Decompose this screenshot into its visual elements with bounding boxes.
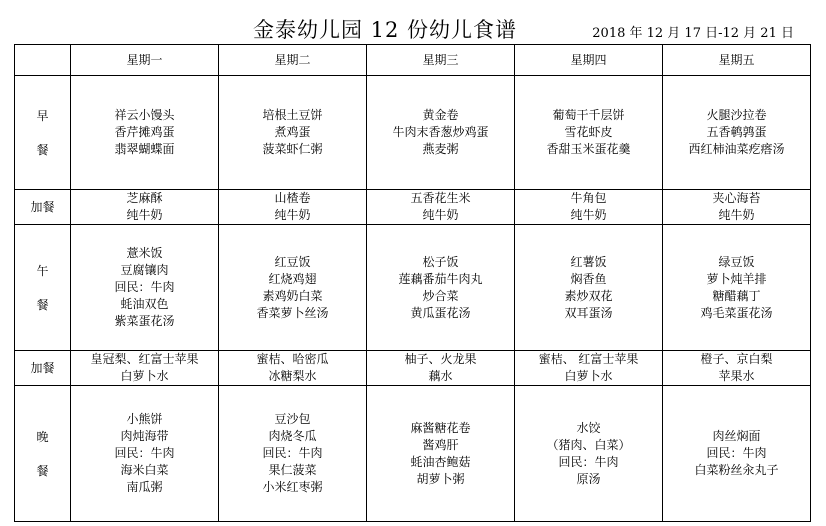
dish-item: 鸡毛菜蛋花汤 [700,305,773,320]
header-row [15,45,811,76]
dish-item: 水饺 [576,420,601,435]
dish-item: 藕水 [428,369,453,383]
dish-item: 海米白菜 [120,463,169,477]
menu-cell-breakfast-2 [367,76,515,190]
menu-cell-snack2-1 [219,351,367,386]
dish-item: （猪肉、白菜） [546,437,631,452]
dish-item: 回民：牛肉 [114,280,175,294]
meal-label-breakfast [15,76,71,190]
dish-item: 祥云小馒头 [114,108,175,122]
menu-cell-breakfast-3 [515,76,663,190]
dish-item: 松子饭 [422,254,459,269]
meal-label-char: 晚 [36,429,49,444]
day-header-fri: 星期五 [663,45,811,76]
dish-item: 培根土豆饼 [262,108,323,122]
dish-item: 五香花生米 [410,191,471,205]
menu-cell-dinner-2 [367,386,515,522]
meal-label-char: 餐 [36,297,49,312]
meal-row [15,225,811,351]
meal-label-char: 餐 [36,463,49,478]
menu-cell-snack2-4 [663,351,811,386]
dish-item: 焖香鱼 [570,271,607,286]
dish-item: 回民：牛肉 [114,446,175,460]
dish-item: 麻酱糖花卷 [410,420,471,435]
menu-cell-snack1-0 [71,190,219,225]
menu-cell-lunch-3 [515,225,663,351]
dish-item: 蚝油杏鲍菇 [410,454,471,469]
meal-label-char: 早 [36,108,49,123]
dish-item: 回民：牛肉 [706,446,767,460]
menu-cell-dinner-4 [663,386,811,522]
dish-item: 白萝卜水 [564,369,613,383]
dish-item: 肉炖海带 [120,429,169,443]
dish-item: 皇冠梨、红富士苹果 [90,352,199,366]
dish-item: 香菜萝卜丝汤 [256,305,329,320]
menu-cell-lunch-1 [219,225,367,351]
menu-cell-breakfast-0 [71,76,219,190]
menu-cell-breakfast-1 [219,76,367,190]
menu-cell-lunch-4 [663,225,811,351]
dish-item: 纯牛奶 [422,208,459,222]
dish-item: 雪花虾皮 [564,125,613,139]
menu-cell-snack2-2 [367,351,515,386]
dish-item: 小熊饼 [126,412,163,426]
dish-item: 豆腐镶肉 [120,263,169,277]
dish-item: 回民：牛肉 [262,446,323,460]
dish-item: 豆沙包 [274,412,311,426]
dish-item: 糖醋藕丁 [712,288,761,303]
dish-item: 煮鸡蛋 [274,125,311,139]
meal-label-char: 午 [36,263,49,278]
menu-cell-snack1-4 [663,190,811,225]
dish-item: 黄金卷 [422,108,459,122]
dish-item: 橙子、京白梨 [700,352,773,366]
menu-cell-snack1-2 [367,190,515,225]
dish-item: 菠菜虾仁粥 [262,142,323,156]
dish-item: 紫菜蛋花汤 [114,314,175,328]
dish-item: 五香鹌鹑蛋 [706,125,767,139]
meal-label-snack2: 加餐 [15,351,71,386]
dish-item: 香芹摊鸡蛋 [114,125,175,139]
dish-item: 蜜桔、哈密瓜 [256,352,329,366]
menu-table [14,44,811,522]
meal-label-dinner [15,386,71,522]
dish-item: 香甜玉米蛋花羹 [546,142,631,156]
dish-item: 火腿沙拉卷 [706,108,767,122]
menu-cell-snack1-3 [515,190,663,225]
meal-row [15,386,811,522]
dish-item: 红薯饭 [570,254,607,269]
dish-item: 黄瓜蛋花汤 [410,305,471,320]
dish-item: 柚子、火龙果 [404,352,477,366]
dish-item: 原汤 [576,471,601,486]
dish-item: 西红柿油菜疙瘩汤 [688,142,785,156]
day-header-tue: 星期二 [219,45,367,76]
dish-item: 纯牛奶 [718,208,755,222]
dish-item: 酱鸡肝 [422,437,459,452]
day-header-wed: 星期三 [367,45,515,76]
dish-item: 牛肉末香葱炒鸡蛋 [392,125,489,139]
dish-item: 莲藕番茄牛肉丸 [398,271,483,286]
meal-row [15,190,811,225]
corner-cell [15,45,71,76]
day-header-mon: 星期一 [71,45,219,76]
dish-item: 葡萄干千层饼 [552,108,625,122]
meal-row [15,351,811,386]
dish-item: 回民：牛肉 [558,454,619,469]
dish-item: 燕麦粥 [422,142,459,156]
meal-label-lunch [15,225,71,351]
dish-item: 肉烧冬瓜 [268,429,317,443]
dish-item: 纯牛奶 [274,208,311,222]
meal-label-snack1: 加餐 [15,190,71,225]
meal-label-char: 餐 [36,142,49,157]
dish-item: 素炒双花 [564,288,613,303]
dish-item: 绿豆饭 [718,254,755,269]
menu-cell-lunch-0 [71,225,219,351]
dish-item: 白菜粉丝汆丸子 [694,463,779,477]
dish-item: 翡翠蝴蝶面 [114,142,175,156]
menu-cell-snack1-1 [219,190,367,225]
dish-item: 炒合菜 [422,288,459,303]
dish-item: 小米红枣粥 [262,480,323,494]
dish-item: 牛角包 [570,191,607,205]
dish-item: 红烧鸡翅 [268,271,317,286]
menu-cell-lunch-2 [367,225,515,351]
dish-item: 南瓜粥 [126,480,163,494]
menu-cell-dinner-3 [515,386,663,522]
dish-item: 苹果水 [718,369,755,383]
dish-item: 冰糖梨水 [268,369,317,383]
dish-item: 薏米饭 [126,246,163,260]
dish-item: 萝卜炖羊排 [706,271,767,286]
meal-row [15,76,811,190]
date-range: 2018 年 12 月 17 日-12 月 21 日 [592,26,794,41]
dish-item: 红豆饭 [274,254,311,269]
page-title: 金泰幼儿园 12 份幼儿食谱 [252,18,518,42]
dish-item: 山楂卷 [274,191,311,205]
day-header-thu: 星期四 [515,45,663,76]
menu-cell-dinner-0 [71,386,219,522]
menu-cell-snack2-0 [71,351,219,386]
menu-cell-dinner-1 [219,386,367,522]
dish-item: 素鸡奶白菜 [262,288,323,303]
dish-item: 白萝卜水 [120,369,169,383]
dish-item: 果仁菠菜 [268,463,317,477]
menu-cell-snack2-3 [515,351,663,386]
dish-item: 双耳蛋汤 [564,305,613,320]
dish-item: 芝麻酥 [126,191,163,205]
dish-item: 肉丝焖面 [712,429,761,443]
dish-item: 夹心海苔 [712,191,761,205]
dish-item: 纯牛奶 [570,208,607,222]
dish-item: 蚝油双色 [120,297,169,311]
menu-cell-breakfast-4 [663,76,811,190]
dish-item: 胡萝卜粥 [416,471,465,486]
dish-item: 蜜桔、 红富士苹果 [538,352,639,366]
dish-item: 纯牛奶 [126,208,163,222]
